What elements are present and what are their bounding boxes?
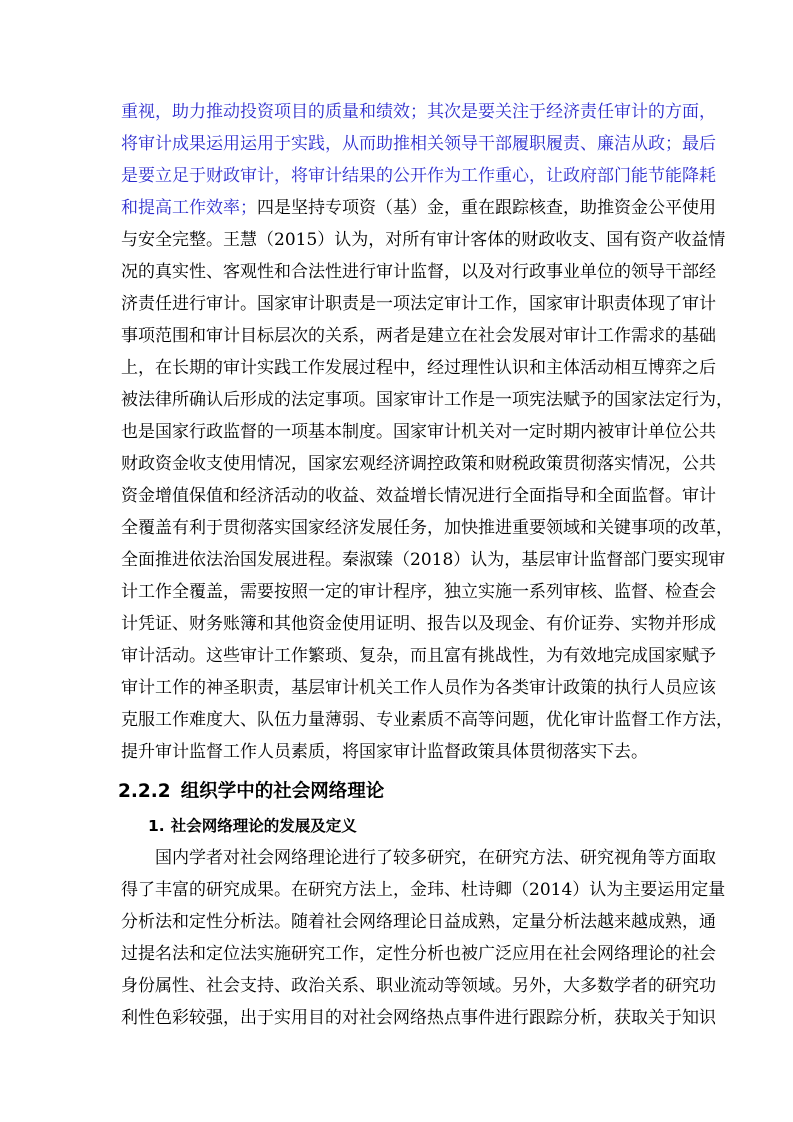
body-paragraph-network <box>121 842 726 1034</box>
text-line: 上，在长期的审计实践工作发展过程中，经过理性认识和主体活动相互博弈之后 <box>121 358 716 378</box>
text-line: 全面推进依法治国发展进程。秦淑臻（2018）认为，基层审计监督部门要实现审 <box>121 550 726 570</box>
subsection-number: 1. <box>148 817 165 835</box>
text-line: 克服工作难度大、队伍力量薄弱、专业素质不高等问题，优化审计监督工作方法， <box>121 710 733 730</box>
subsection-heading <box>148 810 681 842</box>
text-line: 全覆盖有利于贯彻落实国家经济发展任务，加快推进重要领域和关键事项的改革， <box>121 518 733 538</box>
text-line: 过提名法和定位法实施研究工作，定性分析也被广泛应用在社会网络理论的社会 <box>121 944 716 964</box>
text-line: 也是国家行政监督的一项基本制度。国家审计机关对一定时期内被审计单位公共 <box>121 422 716 442</box>
text-line: 事项范围和审计目标层次的关系，两者是建立在社会发展对审计工作需求的基础 <box>121 326 716 346</box>
text-line-mixed <box>121 192 716 224</box>
section-heading <box>118 774 681 810</box>
highlighted-text: 和提高工作效率； <box>121 198 257 218</box>
text-line-highlighted: 重视，助力推动投资项目的质量和绩效；其次是要关注于经济责任审计的方面， <box>121 102 716 122</box>
page-content <box>118 96 733 1034</box>
text-line: 况的真实性、客观性和合法性进行审计监督，以及对行政事业单位的领导干部经 <box>121 262 716 282</box>
text-line: 身份属性、社会支持、政治关系、职业流动等领域。另外，大多数学者的研究功 <box>121 976 716 996</box>
text-line: 资金增值保值和经济活动的收益、效益增长情况进行全面指导和全面监督。审计 <box>121 486 716 506</box>
text-line: 被法律所确认后形成的法定事项。国家审计工作是一项宪法赋予的国家法定行为， <box>121 390 733 410</box>
text-line: 审计工作的神圣职责，基层审计机关工作人员作为各类审计政策的执行人员应该 <box>121 678 716 698</box>
text-line-highlighted: 将审计成果运用运用于实践，从而助推相关领导干部履职履责、廉洁从政；最后 <box>121 134 716 154</box>
section-title: 组织学中的社会网络理论 <box>180 781 385 802</box>
text-line: 计工作全覆盖，需要按照一定的审计程序，独立实施一系列审核、监督、检查会 <box>121 582 716 602</box>
text-line: 与安全完整。王慧（2015）认为，对所有审计客体的财政收支、国有资产收益情 <box>121 230 726 250</box>
body-paragraph-audit <box>121 96 733 768</box>
text-line-first: 国内学者对社会网络理论进行了较多研究，在研究方法、研究视角等方面取 <box>155 848 716 868</box>
text-line: 济责任进行审计。国家审计职责是一项法定审计工作，国家审计职责体现了审计 <box>121 294 716 314</box>
text-line: 财政资金收支使用情况，国家宏观经济调控政策和财税政策贯彻落实情况，公共 <box>121 454 716 474</box>
plain-text: 四是坚持专项资（基）金，重在跟踪核查，助推资金公平使用 <box>257 198 716 218</box>
text-line: 审计活动。这些审计工作繁琐、复杂，而且富有挑战性，为有效地完成国家赋予 <box>121 646 716 666</box>
text-line-highlighted: 是要立足于财政审计，将审计结果的公开作为工作重心，让政府部门能节能降耗 <box>121 166 716 186</box>
subsection-title: 社会网络理论的发展及定义 <box>170 817 357 835</box>
section-number: 2.2.2 <box>118 781 171 802</box>
text-line: 分析法和定性分析法。随着社会网络理论日益成熟，定量分析法越来越成熟，通 <box>121 912 716 932</box>
text-line: 提升审计监督工作人员素质，将国家审计监督政策具体贯彻落实下去。 <box>121 742 648 762</box>
text-line: 得了丰富的研究成果。在研究方法上，金玮、杜诗卿（2014）认为主要运用定量 <box>121 880 726 900</box>
text-line: 利性色彩较强，出于实用目的对社会网络热点事件进行跟踪分析，获取关于知识 <box>121 1008 716 1028</box>
text-line: 计凭证、财务账簿和其他资金使用证明、报告以及现金、有价证券、实物并形成 <box>121 614 716 634</box>
